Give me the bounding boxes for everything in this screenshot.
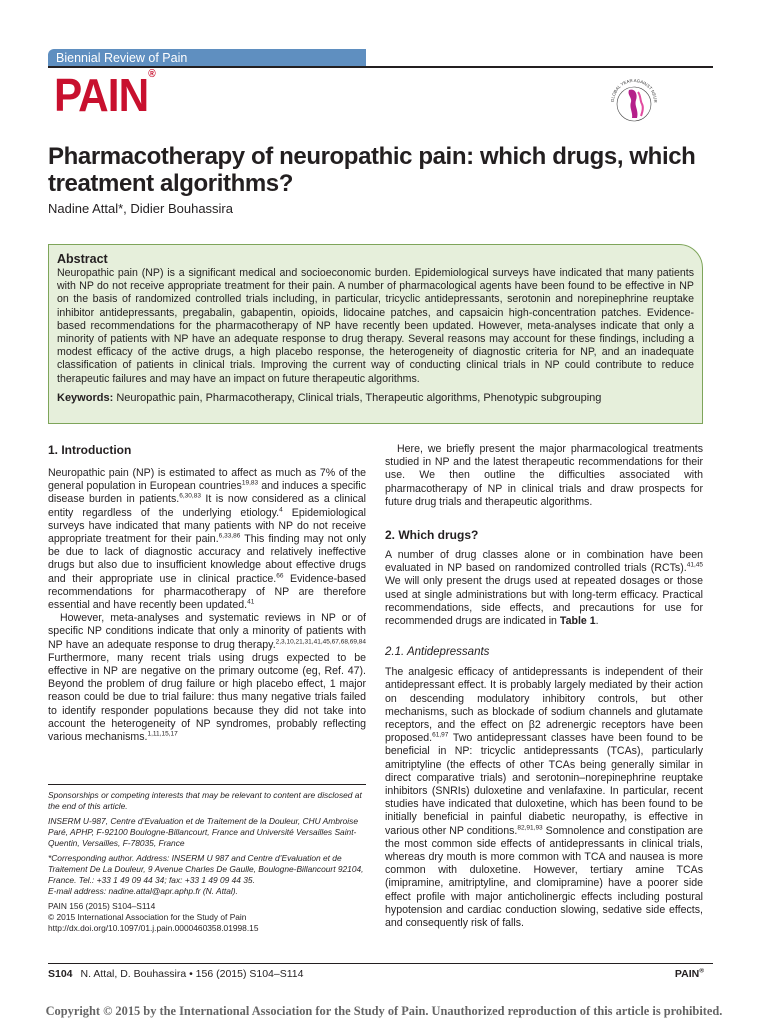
antidepressants-paragraph: The analgesic efficacy of antidepressants is independent of their antidepressant effect. It is probably largely mediated by their action on descending modulatory inhibitory controls, but other mechanisms, such as blockade of sodium channels and glutamate receptors, and the effect on β2 adrenergic receptors have been proposed.$^{61,97}$ Two antidepressant classes have been found to be beneficial in NP: tricyclic antidepressants (TCAs), particularly amitriptyline (the effects of other TCAs being generally similar in direct comparative trials) and serotonin–norepinephrine reuptake inhibitors (SNRIs) duloxetine and venlafaxine. In particular, recent studies have indicated that duloxetine, which has been found to be initially beneficial in painful diabetic neuropathy, is effective in various other NP conditions.$^{82,91,93}$ Somnolence and constipation are the most common side effects of antidepressants in clinical trials, whereas dry mouth is more common with TCA and nausea is more common with duloxetine. However, tertiary amine TCAs (imipramine, amitriptyline, and clomipramine) have a poorer side effect profile with major anticholinergic effects including postural hypotension and cardiac conduction slowing, sedative side effects, and consequently risk of falls. bbox=[385, 666, 703, 930]
abstract-text: Neuropathic pain (NP) is a significant medical and socioeconomic burden. Epidemiological surveys have indicated that many patients with NP do not receive appropriate treatment for their pain. A number of pharmacological agents have been found to be effective in NP on the basis of randomized controlled trials including, in particular, tricyclic antidepressants, serotonin and norepinephrine reuptake inhibitor antidepressants, pregabalin, gabapentin, opioids, lidocaine patches, and capsaicin high-concentration patches. Evidence-based recommendations for the pharmacotherapy of NP have recently been updated. However, meta-analyses indicate that only a minority of patients with NP have an adequate response to drug therapy. Several reasons may account for these findings, including a modest efficacy of the active drugs, a high placebo response, the heterogeneity of diagnostic criteria for NP, and an inadequate classification of patients in clinical trials. Improving the current way of conducting clinical trials in NP could contribute to reduce therapeutic failures and may have an impact on future therapeutic algorithms. bbox=[57, 267, 694, 385]
article-authors: Nadine Attal*, Didier Bouhassira bbox=[48, 201, 233, 216]
running-footer bbox=[48, 968, 303, 980]
footnote-affiliation: INSERM U-987, Centre d’Evaluation et de Traitement de la Douleur, CHU Ambroise Paré, APHP, F-92100 Boulogne-Billancourt, France and Université Versailles Saint-Quentin, Versailles, F-78035, France bbox=[48, 816, 359, 848]
section-heading-which-drugs: 2. Which drugs? bbox=[385, 528, 479, 543]
intro-paragraph-3: Here, we briefly present the major pharmacological treatments studied in NP and the latest therapeutic recommendations for their use. We then outline the difficulties associated with pharmacotherapy of NP in clinical trials and draw prospects for future drug trials and therapeutic algorithms. bbox=[385, 443, 703, 508]
copyright-notice: Copyright © 2015 by the International Association for the Study of Pain. Unauthorized reproduction of this article is prohibited. bbox=[45, 1004, 723, 1018]
footnote-sponsorship: Sponsorships or competing interests that may be relevant to content are disclosed at the end of this article. bbox=[48, 790, 362, 811]
footnote-corresponding: *Corresponding author. Address: INSERM U 987 and Centre d’Evaluation et de Traitement De La Douleur, 9 Avenue Charles De Gaulle, Boulogne-Billancourt 92104, France. Tel.: +33 1 49 09 44 34; fax: +33 1 49 09 44 35. E-mail address: nadine.attal@apr.aphp.fr (N. Attal). bbox=[48, 853, 364, 896]
footer-journal: PAIN® bbox=[674, 967, 704, 980]
global-year-badge-icon bbox=[605, 68, 663, 136]
page-number: S104 bbox=[48, 968, 73, 980]
footnote-email[interactable]: E-mail address: nadine.attal@apr.aphp.fr (N. Attal). bbox=[48, 886, 238, 896]
left-column bbox=[48, 443, 366, 744]
footnotes bbox=[48, 784, 366, 938]
running-authors: N. Attal, D. Bouhassira • 156 (2015) S104–S114 bbox=[80, 968, 304, 980]
keywords bbox=[57, 392, 694, 405]
journal-logo[interactable] bbox=[54, 70, 155, 120]
series-banner: Biennial Review of Pain bbox=[48, 49, 366, 67]
intro-paragraph-1: Neuropathic pain (NP) is estimated to affect as much as 7% of the general population in European countries$^{19,83}$ and induces a specific disease burden in patients.$^{6,30,83}$ It is now considered as a clinical entity regardless of the underlying etiology.$^4$ Epidemiological surveys have indicated that many patients with NP do not receive appropriate treatment for their pain.$^{6,33,86}$ This finding may not only be due to lack of diagnostic accuracy and relatively ineffective drugs but also due to insufficient knowledge about effective drugs and their appropriate use in clinical practice.$^{66}$ Evidence-based recommendations for pharmacotherapy of NP are therefore essential and have recently been updated.$^{41}$ bbox=[48, 467, 367, 612]
footnote-citation: PAIN 156 (2015) S104–S114 © 2015 International Association for the Study of Pain http://dx.doi.org/10.1097/01.j.pain.0000460358.01998.15 bbox=[48, 901, 259, 933]
keywords-list: Neuropathic pain, Pharmacotherapy, Clinical trials, Therapeutic algorithms, Phenotypic subgrouping bbox=[116, 391, 602, 404]
abstract-box bbox=[48, 244, 703, 424]
abstract-heading: Abstract bbox=[57, 252, 108, 266]
article-title: Pharmacotherapy of neuropathic pain: which drugs, which treatment algorithms? bbox=[48, 143, 696, 197]
right-column bbox=[385, 443, 703, 930]
footer-rule bbox=[48, 963, 713, 964]
keywords-label: Keywords: bbox=[57, 391, 114, 404]
logo-text: PAIN bbox=[54, 69, 149, 121]
badge-text: GLOBAL YEAR AGAINST NEUR bbox=[609, 77, 659, 103]
intro-paragraph-2: However, meta-analyses and systematic reviews in NP or of specific NP conditions indicate that only a minority of patients with NP have an adequate response to drug therapy.$^{2,3,10,21,31,41,45,67,68,69,84}$ Furthermore, many recent trials using drugs expected to be effective in NP are negative on the primary outcome (eg, Ref. 47). Beyond the problem of drug failure or high placebo effect, 1 major reason could be due to trial failure: thus many negative trials failed to identify responder populations because they did not take into account the heterogeneity of NP syndromes, probably reflecting various mechanisms.$^{1,11,15,17}$ bbox=[48, 612, 366, 744]
section-heading-introduction: 1. Introduction bbox=[48, 443, 132, 457]
table-1-link[interactable]: Table 1 bbox=[559, 615, 596, 628]
doi-link[interactable]: http://dx.doi.org/10.1097/01.j.pain.0000460358.01998.15 bbox=[48, 923, 259, 933]
drugs-paragraph: A number of drug classes alone or in combination have been evaluated in NP based on randomized controlled trials (RCTs).$^{41,45}$ We will only present the drugs used at repeated dosages or those used at single administrations but with long-term efficacy. Practical recommendations, side effects, and precautions for use for recommended drugs are indicated in Table 1. bbox=[385, 549, 703, 628]
logo-registered-mark: ® bbox=[148, 68, 155, 80]
subsection-heading-antidepressants: 2.1. Antidepressants bbox=[385, 646, 490, 659]
